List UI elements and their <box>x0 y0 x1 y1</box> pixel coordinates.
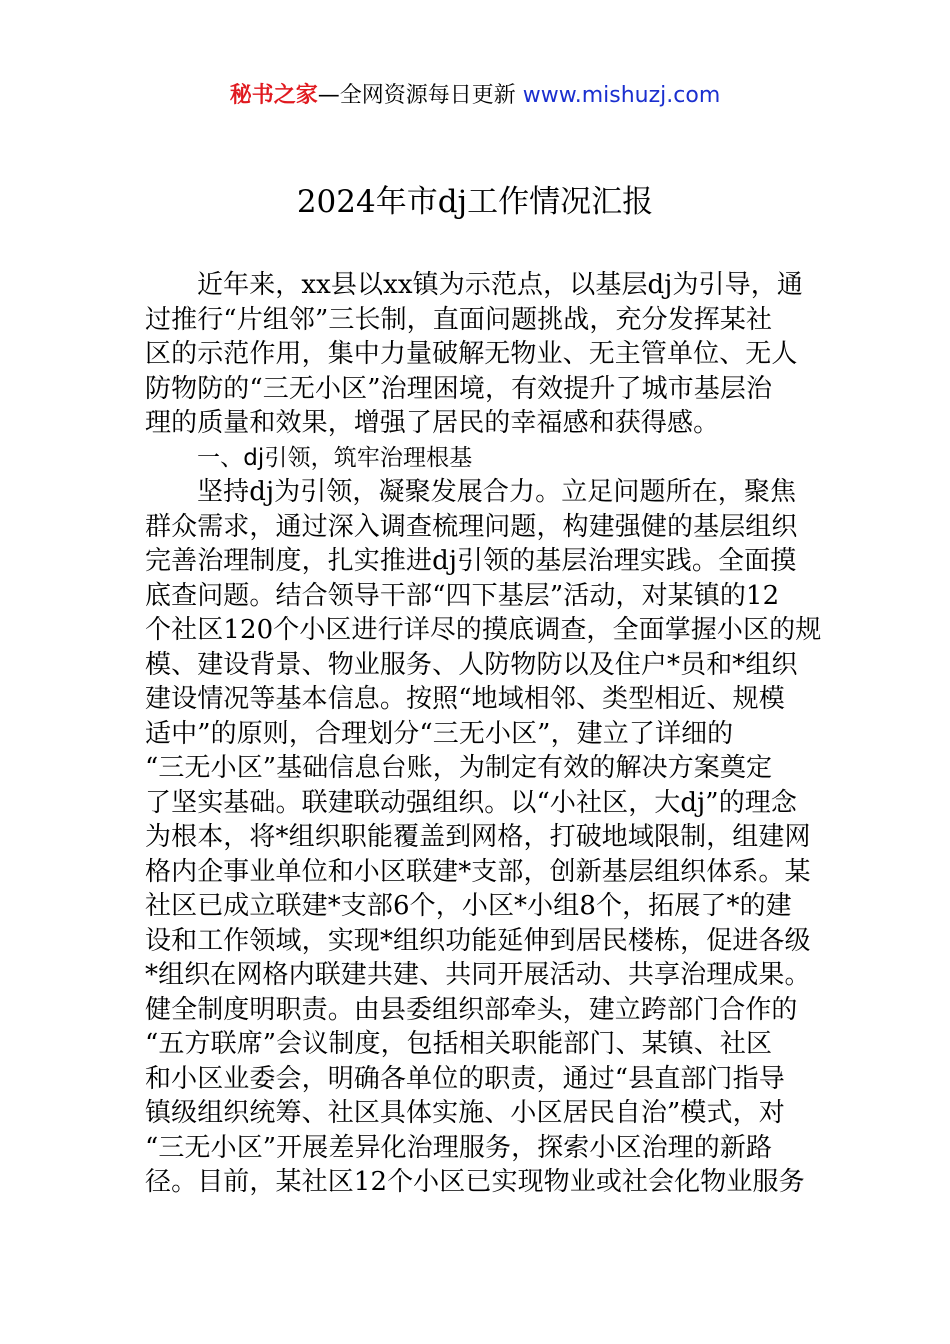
text-line: 健全制度明职责。由县委组织部牵头，建立跨部门合作的 <box>145 994 798 1025</box>
intro-paragraph <box>145 268 810 441</box>
text-line: “三无小区”基础信息台账，为制定有效的解决方案奠定 <box>145 753 773 783</box>
text-line: 社区已成立联建*支部6个，小区*小组8个，拓展了*的建 <box>145 891 792 921</box>
text-line: 坚持dj为引领，凝聚发展合力。立足问题所在，聚焦 <box>197 477 797 507</box>
text-line: 个社区120个小区进行详尽的摸底调查，全面掌握小区的规 <box>145 615 822 645</box>
text-line: 和小区业委会，明确各单位的职责，通过“县直部门指导 <box>145 1063 785 1094</box>
text-line: 镇级组织统筹、社区具体实施、小区居民自治”模式，对 <box>145 1098 785 1128</box>
text-line: 为根本，将*组织职能覆盖到网格，打破地域限制，组建网 <box>145 822 811 852</box>
text-line: 过推行“片组邻”三长制，直面问题挑战，充分发挥某社 <box>145 304 773 335</box>
section-heading <box>145 441 810 476</box>
text-line: “五方联席”会议制度，包括相关职能部门、某镇、社区 <box>145 1029 773 1059</box>
section-heading-text: 一、dj引领，筑牢治理根基 <box>197 444 473 471</box>
text-line: *组织在网格内联建共建、共同开展活动、共享治理成果。 <box>145 960 811 990</box>
site-brand: 秘书之家 <box>229 83 318 108</box>
text-line: 完善治理制度，扎实推进dj引领的基层治理实践。全面摸 <box>145 546 797 576</box>
text-line: “三无小区”开展差异化治理服务，探索小区治理的新路 <box>145 1132 773 1163</box>
site-header <box>0 80 950 112</box>
text-line: 径。目前，某社区12个小区已实现物业或社会化物业服务 <box>145 1167 805 1197</box>
text-line: 设和工作领域，实现*组织功能延伸到居民楼栋，促进各级 <box>145 925 811 956</box>
site-url-link[interactable]: www.mishuzj.com <box>522 83 721 108</box>
text-line: 底查问题。结合领导干部“四下基层”活动，对某镇的12 <box>145 580 780 611</box>
document-title: 2024年市dj工作情况汇报 <box>296 184 654 220</box>
text-line: 防物防的“三无小区”治理困境，有效提升了城市基层治 <box>145 373 773 404</box>
text-line: 近年来，xx县以xx镇为示范点，以基层dj为引导，通 <box>197 270 803 300</box>
text-line: 区的示范作用，集中力量破解无物业、无主管单位、无人 <box>145 339 798 369</box>
text-line: 理的质量和效果，增强了居民的幸福感和获得感。 <box>145 408 720 438</box>
section-paragraph <box>145 475 822 1200</box>
text-line: 模、建设背景、物业服务、人防物防以及住户*员和*组织 <box>145 649 798 680</box>
document-body <box>145 268 822 1200</box>
text-line: 适中”的原则，合理划分“三无小区”，建立了详细的 <box>145 718 734 749</box>
text-line: 了坚实基础。联建联动强组织。以“小社区，大dj”的理念 <box>145 787 797 818</box>
text-line: 群众需求，通过深入调查梳理问题，构建强健的基层组织 <box>145 511 798 542</box>
text-line: 格内企事业单位和小区联建*支部，创新基层组织体系。某 <box>145 856 811 887</box>
site-tagline: —全网资源每日更新 <box>317 83 516 108</box>
text-line: 建设情况等基本信息。按照“地域相邻、类型相近、规模 <box>145 684 785 714</box>
